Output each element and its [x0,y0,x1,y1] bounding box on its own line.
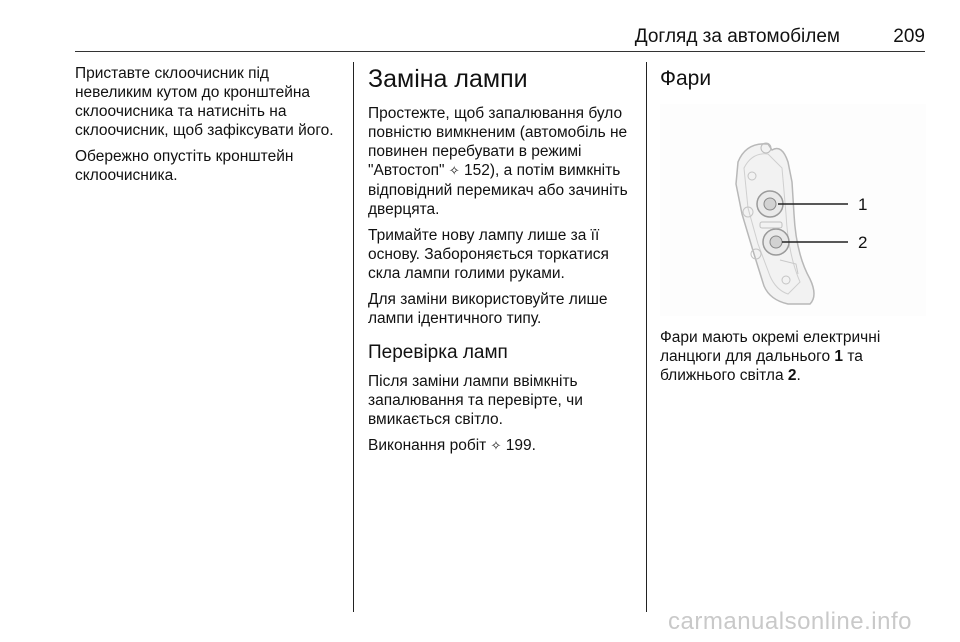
headlight-illustration [660,104,926,316]
caption-text-start: Фари мають окремі електричні ланцюги для дальнього [660,329,881,365]
ignition-text-start: Простежте, щоб запалювання було повністю вимкненим (автомобіль не повинен перебувати в режимі "Автостоп" [368,105,628,179]
paragraph-wiper-attach: Приставте склоочисник під невеликим кутом до кронштейна склоочисника та натисніть на склоочисник, щоб зафіксувати його. [75,65,334,139]
paragraph-ignition [368,104,636,219]
caption-number-1: 1 [834,348,844,365]
page-header [75,22,925,52]
figure-caption [660,328,928,385]
section-title-headlights: Фари [660,67,712,90]
paragraph-bulb-type: Для заміни використовуйте лише лампи ідентичного типу. [368,291,608,327]
ignition-text-end: ), а потім вимкніть відповідний перемикач або зачиніть дверцята. [368,162,628,218]
paragraph-wiper-lower: Обережно опустіть кронштейн склоочисника. [75,148,294,184]
page-reference-152[interactable]: 152 [464,162,490,179]
section-title-bulb-replacement: Заміна лампи [368,65,528,93]
column-3 [660,64,928,392]
service-text: Виконання робіт [368,437,487,454]
column-1 [75,64,337,192]
caption-text-mid: та ближнього світла [660,348,863,384]
column-divider-2 [646,62,647,612]
paragraph-service [368,436,636,456]
page-reference-199[interactable]: 199. [505,437,536,454]
subsection-title-bulb-check: Перевірка ламп [368,342,508,363]
column-divider-1 [353,62,354,612]
column-2 [368,64,636,463]
paragraph-bulb-handling: Тримайте нову лампу лише за її основу. Забороняється торкатися скла лампи голими руками. [368,227,609,282]
callout-2: 2 [858,233,868,252]
page-reference-icon: ✧ [490,439,502,454]
header-title: Догляд за автомобілем [634,26,840,47]
paragraph-bulb-check: Після заміни лампи ввімкніть запалювання та перевірте, чи вмикається світло. [368,373,583,428]
headlight-figure [660,104,926,316]
caption-number-2: 2 [787,367,797,384]
caption-text-end: . [796,367,801,384]
page-reference-icon: ✧ [448,164,460,179]
page-number: 209 [893,26,925,47]
callout-1: 1 [858,195,868,214]
watermark: carmanualsonline.info [668,608,912,635]
header-rule [75,51,925,52]
